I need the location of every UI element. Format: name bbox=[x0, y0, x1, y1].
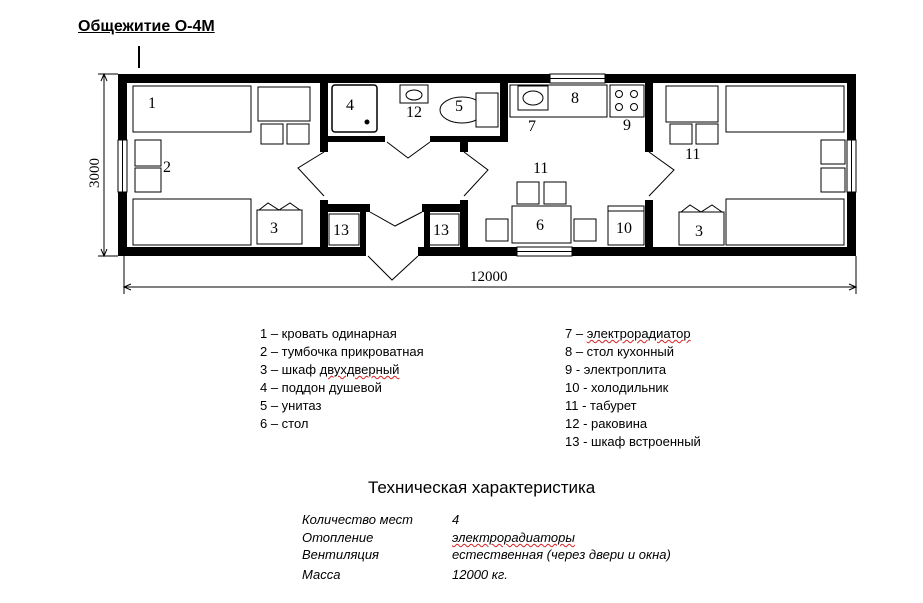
label-3: 3 bbox=[270, 220, 278, 237]
legend-item: 11 - табурет bbox=[565, 398, 637, 413]
spec-value: 12000 кг. bbox=[452, 567, 508, 582]
label-11: 11 bbox=[685, 146, 701, 163]
label-9: 9 bbox=[623, 117, 631, 134]
label-12: 12 bbox=[406, 104, 422, 121]
legend-item: 12 - раковина bbox=[565, 416, 648, 431]
legend-item: 2 – тумбочка прикроватная bbox=[260, 344, 424, 359]
spec-value: электрорадиаторы bbox=[452, 530, 575, 545]
label-1: 1 bbox=[148, 95, 156, 112]
label-2: 2 bbox=[163, 159, 171, 176]
spec-label: Отопление bbox=[302, 530, 374, 545]
page-title: Общежитие О-4М bbox=[78, 18, 215, 35]
label-5: 5 bbox=[455, 98, 463, 115]
spec-label: Количество мест bbox=[302, 512, 413, 527]
legend-item: 8 – стол кухонный bbox=[565, 344, 675, 359]
tech-heading: Техническая характеристика bbox=[368, 478, 596, 497]
label-13: 13 bbox=[433, 222, 449, 239]
legend-item: 13 - шкаф встроенный bbox=[565, 434, 701, 449]
floor-plan bbox=[0, 0, 923, 300]
label-11: 11 bbox=[533, 160, 549, 177]
legend-item: 1 – кровать одинарная bbox=[260, 326, 397, 341]
legend-item: 5 – унитаз bbox=[260, 398, 322, 413]
spec-value: естественная (через двери и окна) bbox=[452, 547, 671, 562]
legend-item: 6 – стол bbox=[260, 416, 309, 431]
spec-value: 4 bbox=[452, 512, 460, 527]
label-10: 10 bbox=[616, 220, 632, 237]
label-3: 3 bbox=[695, 223, 703, 240]
spec-label: Вентиляция bbox=[302, 547, 379, 562]
label-8: 8 bbox=[571, 90, 579, 107]
label-13: 13 bbox=[333, 222, 349, 239]
legend-item: 9 - электроплита bbox=[565, 362, 667, 377]
dimension-width-label: 12000 bbox=[470, 269, 508, 285]
legend-left bbox=[260, 325, 424, 433]
spec-label: Масса bbox=[302, 567, 341, 582]
dimension-height-label: 3000 bbox=[87, 158, 103, 188]
label-4: 4 bbox=[346, 97, 354, 114]
legend-item: 3 – шкаф двухдверный bbox=[260, 362, 400, 377]
label-7: 7 bbox=[528, 118, 536, 135]
label-6: 6 bbox=[536, 217, 544, 234]
legend-item: 10 - холодильник bbox=[565, 380, 669, 395]
legend-right bbox=[565, 325, 701, 451]
legend-item: 7 – электрорадиатор bbox=[565, 326, 691, 341]
legend-item: 4 – поддон душевой bbox=[260, 380, 382, 395]
